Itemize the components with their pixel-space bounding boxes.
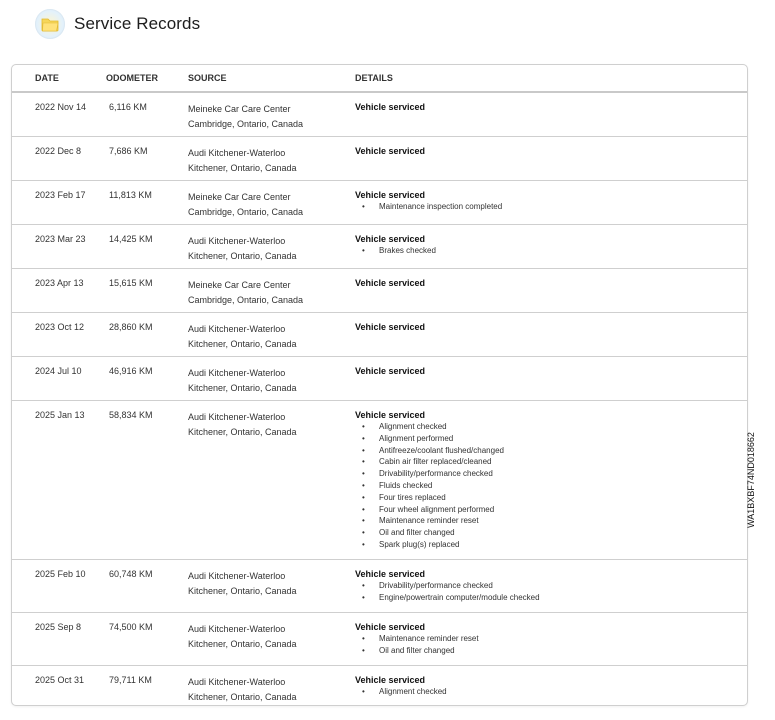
detail-list bbox=[355, 633, 479, 657]
row-details bbox=[355, 675, 447, 698]
row-date: 2024 Jul 10 bbox=[35, 366, 82, 376]
row-details bbox=[355, 234, 436, 257]
row-date: 2023 Oct 12 bbox=[35, 322, 85, 332]
column-header-date: DATE bbox=[35, 73, 59, 83]
table-row bbox=[12, 560, 747, 613]
source-location: Kitchener, Ontario, Canada bbox=[188, 426, 297, 437]
source-name: Audi Kitchener-Waterloo bbox=[188, 368, 286, 378]
source-name: Audi Kitchener-Waterloo bbox=[188, 677, 286, 687]
detail-item: • Spark plug(s) replaced bbox=[355, 539, 504, 551]
row-source bbox=[188, 322, 297, 351]
row-date: 2022 Dec 8 bbox=[35, 146, 82, 156]
row-source bbox=[188, 146, 297, 175]
detail-list bbox=[355, 245, 436, 257]
detail-title: Vehicle serviced bbox=[355, 190, 426, 200]
row-odometer: 46,916 KM bbox=[109, 366, 153, 376]
service-records-table bbox=[11, 64, 748, 706]
detail-item: • Drivability/performance checked bbox=[355, 580, 540, 592]
source-location: Kitchener, Ontario, Canada bbox=[188, 691, 297, 702]
detail-list bbox=[355, 421, 504, 551]
detail-item: • Drivability/performance checked bbox=[355, 468, 504, 480]
detail-title: Vehicle serviced bbox=[355, 278, 426, 288]
row-details bbox=[355, 190, 502, 213]
row-details bbox=[355, 366, 425, 377]
row-source bbox=[188, 410, 297, 439]
source-location: Kitchener, Ontario, Canada bbox=[188, 338, 297, 349]
row-details bbox=[355, 322, 425, 333]
row-source bbox=[188, 102, 303, 131]
source-name: Audi Kitchener-Waterloo bbox=[188, 412, 286, 422]
detail-title: Vehicle serviced bbox=[355, 234, 426, 244]
detail-list bbox=[355, 580, 540, 604]
source-name: Meineke Car Care Center bbox=[188, 192, 291, 202]
source-location: Kitchener, Ontario, Canada bbox=[188, 162, 297, 173]
detail-title: Vehicle serviced bbox=[355, 622, 426, 632]
detail-item: • Four tires replaced bbox=[355, 492, 504, 504]
column-header-source: SOURCE bbox=[188, 73, 227, 83]
source-location: Cambridge, Ontario, Canada bbox=[188, 294, 304, 305]
source-location: Cambridge, Ontario, Canada bbox=[188, 206, 304, 217]
source-name: Audi Kitchener-Waterloo bbox=[188, 324, 286, 334]
row-details bbox=[355, 569, 540, 604]
row-details bbox=[355, 278, 425, 289]
row-odometer: 6,116 KM bbox=[109, 102, 147, 112]
detail-title: Vehicle serviced bbox=[355, 410, 426, 420]
row-odometer: 7,686 KM bbox=[109, 146, 148, 156]
row-odometer: 74,500 KM bbox=[109, 622, 153, 632]
row-date: 2025 Sep 8 bbox=[35, 622, 82, 632]
row-details bbox=[355, 146, 425, 157]
row-date: 2022 Nov 14 bbox=[35, 102, 87, 112]
detail-item: • Cabin air filter replaced/cleaned bbox=[355, 456, 504, 468]
detail-title: Vehicle serviced bbox=[355, 366, 426, 376]
table-row bbox=[12, 181, 747, 225]
table-row bbox=[12, 613, 747, 666]
row-details bbox=[355, 410, 504, 551]
detail-item: • Engine/powertrain computer/module checked bbox=[355, 592, 540, 604]
vin-side-label: WA1BXBF74ND018662 bbox=[746, 432, 756, 528]
row-source bbox=[188, 622, 297, 651]
detail-title: Vehicle serviced bbox=[355, 102, 426, 112]
detail-item: • Oil and filter changed bbox=[355, 645, 479, 657]
table-row bbox=[12, 93, 747, 137]
column-header-odometer: ODOMETER bbox=[106, 73, 159, 83]
detail-item: • Maintenance inspection completed bbox=[355, 201, 502, 213]
detail-title: Vehicle serviced bbox=[355, 569, 426, 579]
table-row bbox=[12, 401, 747, 560]
source-location: Kitchener, Ontario, Canada bbox=[188, 250, 297, 261]
row-source bbox=[188, 675, 297, 704]
detail-item: • Maintenance reminder reset bbox=[355, 633, 479, 645]
row-odometer: 79,711 KM bbox=[109, 675, 152, 685]
row-date: 2025 Oct 31 bbox=[35, 675, 85, 685]
source-location: Kitchener, Ontario, Canada bbox=[188, 638, 297, 649]
row-source bbox=[188, 278, 303, 307]
detail-title: Vehicle serviced bbox=[355, 322, 426, 332]
row-details bbox=[355, 622, 479, 657]
row-source bbox=[188, 190, 303, 219]
detail-item: • Alignment performed bbox=[355, 433, 504, 445]
row-source bbox=[188, 234, 297, 263]
table-row bbox=[12, 357, 747, 401]
source-name: Audi Kitchener-Waterloo bbox=[188, 571, 286, 581]
source-name: Audi Kitchener-Waterloo bbox=[188, 624, 286, 634]
detail-item: • Oil and filter changed bbox=[355, 527, 504, 539]
row-odometer: 28,860 KM bbox=[109, 322, 153, 332]
detail-item: • Antifreeze/coolant flushed/changed bbox=[355, 445, 504, 457]
row-date: 2023 Mar 23 bbox=[35, 234, 86, 244]
detail-list bbox=[355, 686, 447, 698]
table-row bbox=[12, 225, 747, 269]
page-title: Service Records bbox=[74, 14, 201, 33]
table-row bbox=[12, 313, 747, 357]
source-name: Audi Kitchener-Waterloo bbox=[188, 236, 286, 246]
row-odometer: 11,813 KM bbox=[109, 190, 152, 200]
row-odometer: 58,834 KM bbox=[109, 410, 153, 420]
detail-item: • Brakes checked bbox=[355, 245, 436, 257]
detail-title: Vehicle serviced bbox=[355, 146, 426, 156]
source-name: Audi Kitchener-Waterloo bbox=[188, 148, 286, 158]
table-row bbox=[12, 137, 747, 181]
detail-item: • Maintenance reminder reset bbox=[355, 515, 504, 527]
row-details bbox=[355, 102, 425, 113]
table-row bbox=[12, 666, 747, 706]
row-date: 2023 Apr 13 bbox=[35, 278, 84, 288]
row-source bbox=[188, 366, 297, 395]
folder-icon bbox=[35, 9, 65, 39]
row-date: 2023 Feb 17 bbox=[35, 190, 86, 200]
detail-item: • Four wheel alignment performed bbox=[355, 504, 504, 516]
row-date: 2025 Jan 13 bbox=[35, 410, 85, 420]
detail-title: Vehicle serviced bbox=[355, 675, 426, 685]
row-odometer: 15,615 KM bbox=[109, 278, 153, 288]
source-location: Cambridge, Ontario, Canada bbox=[188, 118, 304, 129]
detail-list bbox=[355, 201, 502, 213]
source-location: Kitchener, Ontario, Canada bbox=[188, 382, 297, 393]
row-odometer: 60,748 KM bbox=[109, 569, 153, 579]
row-date: 2025 Feb 10 bbox=[35, 569, 86, 579]
detail-item: • Alignment checked bbox=[355, 421, 504, 433]
page-header bbox=[35, 8, 200, 40]
row-odometer: 14,425 KM bbox=[109, 234, 153, 244]
row-source bbox=[188, 569, 297, 598]
source-name: Meineke Car Care Center bbox=[188, 104, 291, 114]
table-body bbox=[12, 93, 747, 706]
source-name: Meineke Car Care Center bbox=[188, 280, 291, 290]
detail-item: • Fluids checked bbox=[355, 480, 504, 492]
detail-item: • Alignment checked bbox=[355, 686, 447, 698]
source-location: Kitchener, Ontario, Canada bbox=[188, 585, 297, 596]
table-header bbox=[12, 65, 747, 93]
table-row bbox=[12, 269, 747, 313]
column-header-details: DETAILS bbox=[355, 73, 393, 83]
